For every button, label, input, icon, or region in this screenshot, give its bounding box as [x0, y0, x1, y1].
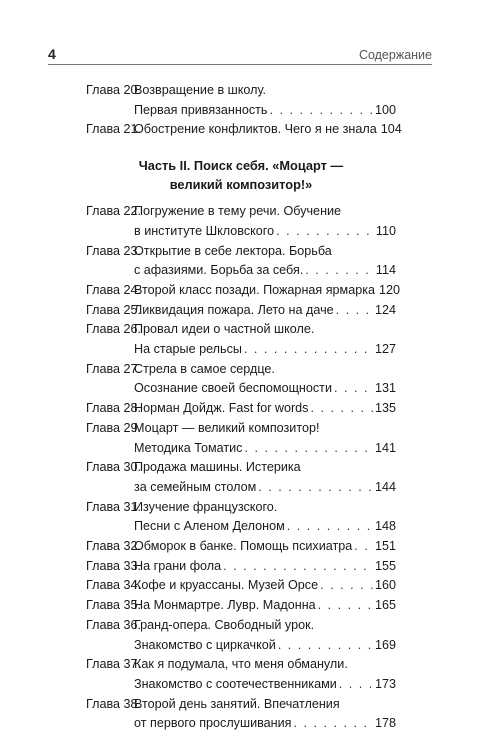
- page-header: [48, 40, 432, 62]
- chapter-title-text: Стрела в самое сердце.: [134, 361, 275, 376]
- toc-entry[interactable]: [86, 360, 396, 399]
- toc-entry[interactable]: [86, 537, 396, 557]
- page-number: 4: [48, 46, 56, 62]
- chapter-title-line: [134, 439, 396, 459]
- toc-entry[interactable]: [86, 498, 396, 537]
- chapter-title-line: [134, 498, 396, 518]
- chapter-title-line: [134, 675, 396, 695]
- chapter-title-text: Обморок в банке. Помощь психиатра: [134, 539, 353, 554]
- dot-leader: [258, 478, 373, 498]
- toc-entry[interactable]: [86, 281, 401, 301]
- dot-leader: [244, 439, 373, 459]
- toc-entry[interactable]: [86, 120, 402, 140]
- chapter-title: [134, 301, 396, 321]
- chapter-title-text: Осознание своей беспомощности: [134, 381, 332, 396]
- chapter-title-line: [134, 596, 396, 616]
- chapter-title-line: [134, 399, 396, 419]
- chapter-title: [134, 320, 396, 359]
- chapter-title-text: Второй класс позади. Пожарная ярмарка: [134, 282, 375, 297]
- page-ref: 135: [374, 401, 396, 416]
- chapter-title: [134, 695, 396, 734]
- part-heading-line: Часть II. Поиск себя. «Моцарт —: [138, 158, 344, 174]
- page-ref: 104: [380, 122, 402, 137]
- page-ref: 178: [374, 716, 396, 731]
- dot-leader: [354, 537, 373, 557]
- chapter-title-line: [134, 478, 396, 498]
- chapter-number: Глава 24.: [86, 282, 142, 297]
- toc-entry[interactable]: [86, 655, 396, 694]
- dot-leader: [244, 340, 373, 360]
- page-ref: 173: [374, 676, 396, 691]
- chapter-title-text: Знакомство с соотечественниками: [134, 676, 337, 691]
- dot-leader: [223, 557, 373, 577]
- page-ref: 100: [374, 102, 396, 117]
- toc-entry[interactable]: [86, 695, 396, 734]
- chapter-title-line: [134, 222, 396, 242]
- chapter-title-line: [134, 360, 396, 380]
- toc-entry[interactable]: [86, 419, 396, 458]
- chapter-title: [134, 616, 396, 655]
- page-ref: 110: [375, 223, 396, 238]
- chapter-title-line: [134, 655, 396, 675]
- chapter-title-line: [134, 202, 396, 222]
- chapter-title-line: [134, 340, 396, 360]
- chapter-title-line: [134, 576, 396, 596]
- toc-entry[interactable]: [86, 576, 396, 596]
- chapter-title-line: [134, 636, 396, 656]
- chapter-title-line: [134, 695, 396, 715]
- chapter-title: [134, 537, 396, 557]
- chapter-title-text: Первая привязанность: [134, 102, 268, 117]
- chapter-number: Глава 38.: [86, 696, 142, 711]
- page-ref: 151: [374, 539, 396, 554]
- chapter-title: [134, 458, 396, 497]
- chapter-number: Глава 36.: [86, 617, 142, 632]
- chapter-title-text: Второй день занятий. Впечатления: [134, 696, 340, 711]
- chapter-number: Глава 22.: [86, 204, 142, 219]
- page-ref: 141: [374, 440, 396, 455]
- chapter-number: Глава 25.: [86, 302, 142, 317]
- chapter-title-text: Знакомство с циркачкой: [134, 637, 276, 652]
- chapter-title-text: от первого прослушивания: [134, 716, 292, 731]
- chapter-title-text: Продажа машины. Истерика: [134, 460, 301, 475]
- part-heading-line: великий композитор!»: [169, 177, 313, 193]
- chapter-title: [134, 419, 396, 458]
- chapter-title-text: На старые рельсы: [134, 342, 242, 357]
- chapter-title-text: На грани фола: [134, 558, 222, 573]
- chapter-title-line: [134, 557, 396, 577]
- toc-entry[interactable]: [86, 596, 396, 616]
- chapter-title-text: Изучение французского.: [134, 499, 278, 514]
- dot-leader: [305, 261, 374, 281]
- page-ref: 131: [374, 381, 396, 396]
- dot-leader: [293, 714, 373, 734]
- page-ref: 127: [374, 342, 396, 357]
- page-ref: 169: [374, 637, 396, 652]
- chapter-title: [134, 596, 396, 616]
- chapter-number: Глава 21.: [86, 122, 142, 137]
- toc-entry[interactable]: [86, 202, 396, 241]
- dot-leader: [276, 222, 374, 242]
- page-ref: 148: [374, 519, 396, 534]
- chapter-title-text: Погружение в тему речи. Обучение: [134, 204, 342, 219]
- dot-leader: [278, 636, 373, 656]
- chapter-title-line: [134, 101, 396, 121]
- chapter-title-text: Норман Дойдж. Fast for words: [134, 401, 309, 416]
- page-ref: 165: [374, 598, 396, 613]
- chapter-title-line: [134, 281, 401, 301]
- page-ref: 120: [379, 282, 401, 297]
- page-ref: 155: [374, 558, 396, 573]
- chapter-title-line: [134, 379, 396, 399]
- chapter-title-text: На Монмартре. Лувр. Мадонна: [134, 598, 316, 613]
- chapter-number: Глава 27.: [86, 361, 142, 376]
- chapter-title-text: Гранд-опера. Свободный урок.: [134, 617, 315, 632]
- chapter-title-text: Провал идеи о частной школе.: [134, 322, 315, 337]
- chapter-title-text: в институте Шкловского: [134, 223, 275, 238]
- chapter-number: Глава 23.: [86, 243, 142, 258]
- chapter-title-line: [134, 242, 396, 262]
- running-title: Содержание: [358, 48, 432, 62]
- chapter-number: Глава 29.: [86, 420, 142, 435]
- dot-leader: [320, 576, 373, 596]
- chapter-title-text: Возвращение в школу.: [134, 83, 267, 97]
- chapter-title: [134, 399, 396, 419]
- chapter-title-text: Как я подумала, что меня обманули.: [134, 657, 348, 672]
- chapter-title: [134, 120, 402, 140]
- chapter-title: [134, 242, 396, 281]
- page-ref: 144: [374, 479, 396, 494]
- chapter-title-text: Обострение конфликтов. Чего я не знала: [134, 122, 377, 137]
- chapter-title: [134, 576, 396, 596]
- chapter-title-line: [134, 320, 396, 340]
- dot-leader: [336, 301, 373, 321]
- chapter-title: [134, 281, 401, 301]
- chapter-title-line: [134, 419, 396, 439]
- toc-entry[interactable]: [86, 320, 396, 359]
- chapter-title-text: с афазиями. Борьба за себя.: [134, 263, 304, 278]
- chapter-title-line: [134, 458, 396, 478]
- header-rule: [48, 64, 432, 65]
- chapter-title-text: Песни с Аленом Делоном: [134, 519, 285, 534]
- chapter-number: Глава 35.: [86, 598, 142, 613]
- toc-entry[interactable]: [86, 81, 396, 120]
- chapter-title: [134, 202, 396, 241]
- page-ref: 114: [375, 263, 396, 278]
- chapter-number: Глава 32.: [86, 539, 142, 554]
- chapter-number: Глава 30.: [86, 460, 142, 475]
- dot-leader: [310, 399, 373, 419]
- chapter-number: Глава 31.: [86, 499, 142, 514]
- dot-leader: [318, 596, 373, 616]
- chapter-title-line: [134, 616, 396, 636]
- chapter-title-line: [134, 517, 396, 537]
- chapter-number: Глава 28.: [86, 401, 142, 416]
- table-of-contents: [86, 81, 402, 734]
- chapter-title-text: Открытие в себе лектора. Борьба: [134, 243, 332, 258]
- chapter-title-text: Моцарт — великий композитор!: [134, 420, 320, 435]
- chapter-title: [134, 498, 396, 537]
- chapter-title-text: Кофе и круассаны. Музей Орсе: [134, 578, 319, 593]
- dot-leader: [334, 379, 373, 399]
- chapter-title-line: [134, 120, 402, 140]
- chapter-number: Глава 20.: [86, 83, 142, 97]
- chapter-title-text: за семейным столом: [134, 479, 257, 494]
- chapter-number: Глава 26.: [86, 322, 142, 337]
- chapter-number: Глава 37.: [86, 657, 142, 672]
- dot-leader: [287, 517, 373, 537]
- chapter-title: [134, 81, 396, 120]
- chapter-title-line: [134, 714, 396, 734]
- chapter-title-text: Методика Томатис: [134, 440, 243, 455]
- toc-entry[interactable]: [86, 557, 396, 577]
- chapter-title: [134, 655, 396, 694]
- toc-entry[interactable]: [86, 458, 396, 497]
- chapter-number: Глава 33.: [86, 558, 142, 573]
- page-ref: 124: [374, 302, 396, 317]
- chapter-title: [134, 360, 396, 399]
- dot-leader: [339, 675, 373, 695]
- chapter-number: Глава 34.: [86, 578, 142, 593]
- chapter-title-line: [134, 301, 396, 321]
- toc-entry[interactable]: [86, 399, 396, 419]
- toc-entry[interactable]: [86, 616, 396, 655]
- dot-leader: [269, 101, 373, 121]
- toc-entry[interactable]: [86, 301, 396, 321]
- chapter-title-line: [134, 537, 396, 557]
- chapter-title: [134, 557, 396, 577]
- chapter-title-line: [134, 261, 396, 281]
- chapter-title-line: [134, 81, 396, 101]
- chapter-title-text: Ликвидация пожара. Лето на даче: [134, 302, 334, 317]
- part-heading: [86, 156, 396, 194]
- page-ref: 160: [374, 578, 396, 593]
- toc-entry[interactable]: [86, 242, 396, 281]
